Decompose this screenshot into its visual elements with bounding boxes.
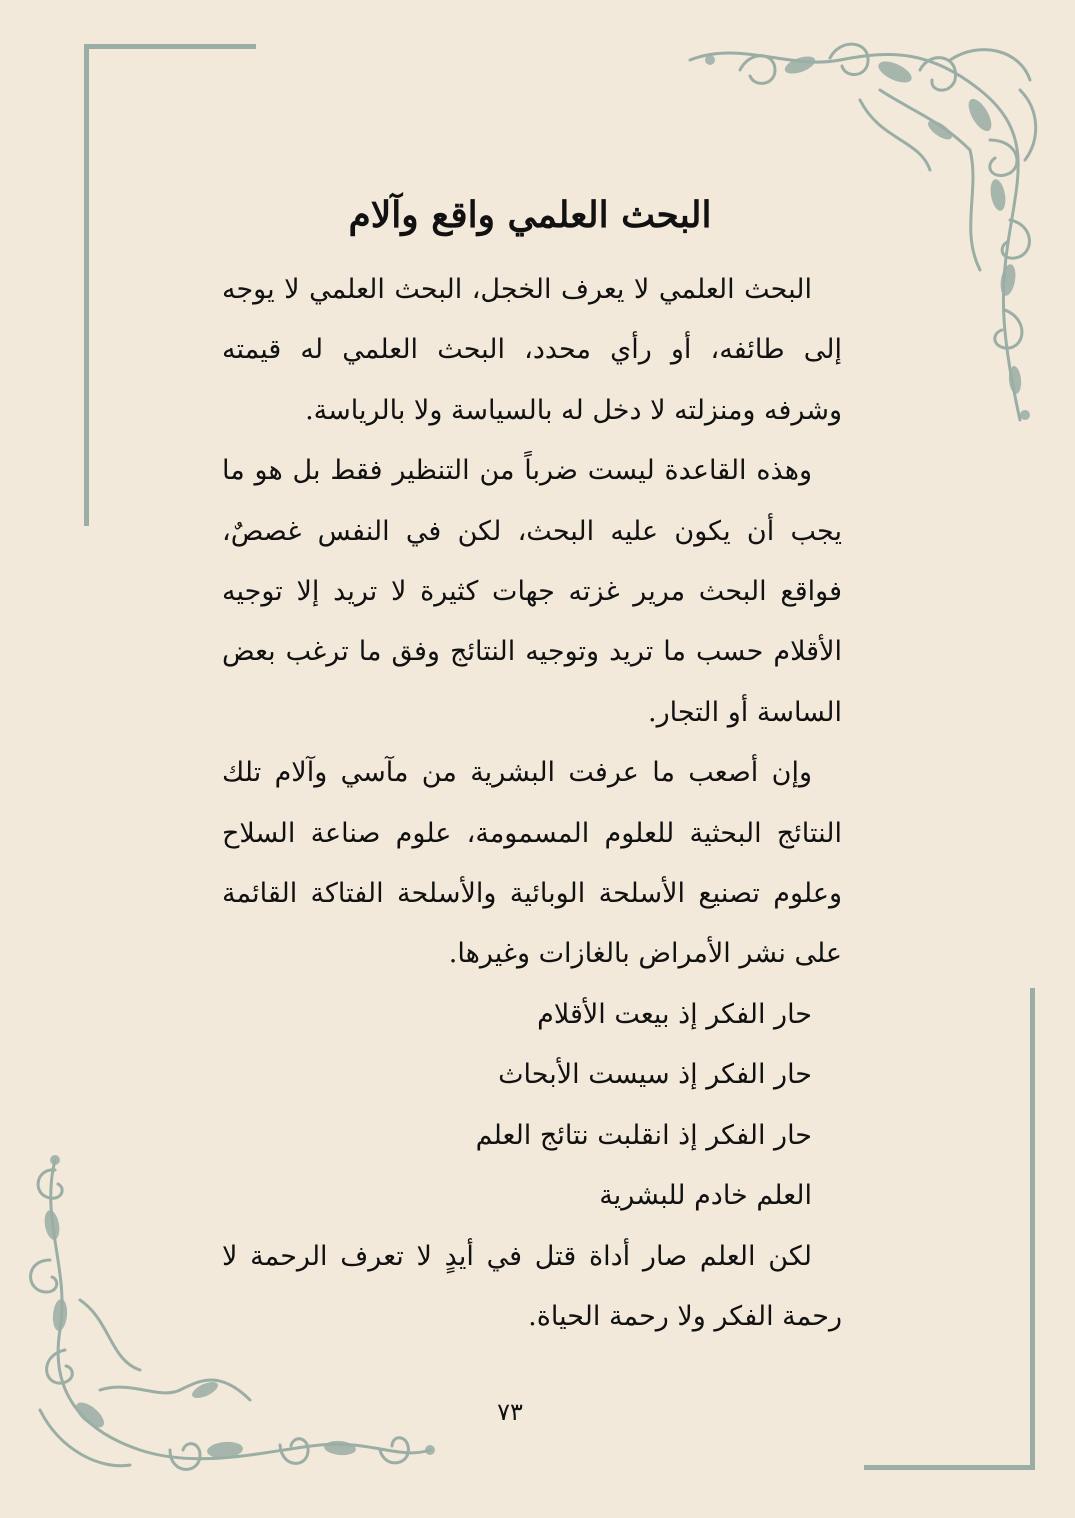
article-body — [222, 260, 842, 1347]
page-title: البحث العلمي واقع وآلام — [348, 194, 712, 236]
closing-paragraph: لكن العلم صار أداة قتل في أيدٍ لا تعرف الرحمة لا رحمة الفكر ولا رحمة الحياة. — [222, 1240, 842, 1332]
frame-top-left-vertical — [84, 44, 89, 526]
paragraph-1: البحث العلمي لا يعرف الخجل، البحث العلمي لا يوجه إلى طائفه، أو رأي محدد، البحث العلمي له قيمته وشرفه ومنزلته لا دخل له بالسياسة ولا بالرياسة. — [222, 274, 842, 426]
verse-line-2: حار الفكر إذ سيست الأبحاث — [498, 1059, 812, 1091]
verse-line-4: العلم خادم للبشرية — [599, 1180, 812, 1212]
verse-line-1: حار الفكر إذ بيعت الأقلام — [537, 998, 812, 1030]
paragraph-3: وإن أصعب ما عرفت البشرية من مآسي وآلام تلك النتائج البحثية للعلوم المسمومة، علوم صناعة السلاح وعلوم تصنيع الأسلحة الوبائية والأسلحة الفتاكة القائمة على نشر الأمراض بالغازات وغيرها. — [222, 757, 842, 970]
frame-bottom-right-vertical — [1030, 988, 1035, 1470]
verse-line-3: حار الفكر إذ انقلبت نتائج العلم — [475, 1119, 812, 1151]
paragraph-2: وهذه القاعدة ليست ضرباً من التنظير فقط بل هو ما يجب أن يكون عليه البحث، لكن في النفس غصصٌ، فواقع البحث مرير غزته جهات كثيرة لا تريد إلا توجيه الأقلام حسب ما تريد وتوجيه النتائج وفق ما ترغب بعض الساسة أو التجار. — [222, 455, 842, 728]
frame-bottom-right-horizontal — [864, 1465, 1035, 1470]
page-number: ٧٣ — [497, 1398, 523, 1426]
frame-top-left-horizontal — [84, 44, 256, 49]
